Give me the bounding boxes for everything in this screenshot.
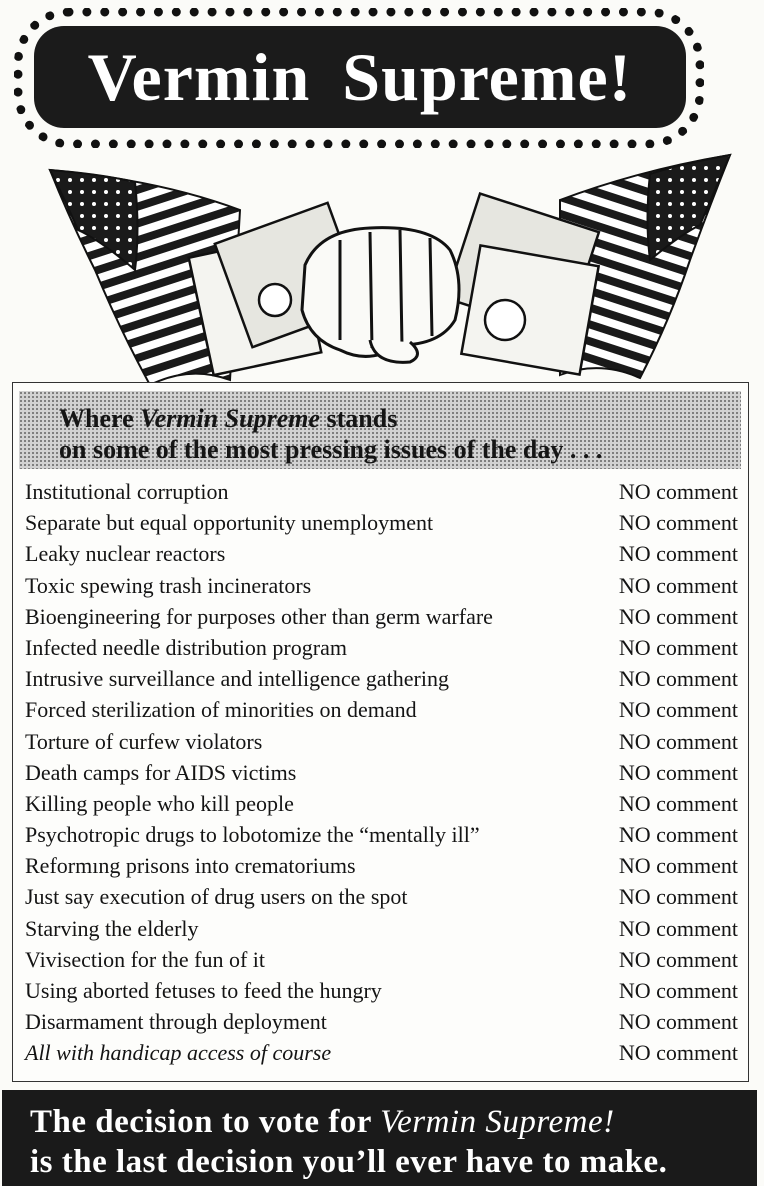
issue-text: Leaky nuclear reactors <box>25 541 226 567</box>
issue-row <box>25 726 740 757</box>
issue-response: NO comment <box>618 853 738 879</box>
issue-row <box>25 944 740 975</box>
issue-response: NO comment <box>618 603 738 629</box>
issues-panel <box>12 382 749 1082</box>
issues-header <box>19 391 741 469</box>
issue-row <box>25 632 740 663</box>
issue-response: NO comment <box>618 728 738 754</box>
issue-response: NO comment <box>618 915 738 941</box>
issue-text: Bioengineering for purposes other than germ warfare <box>25 603 493 629</box>
fist-icon <box>302 228 459 363</box>
footer-candidate-name: Vermin Supreme! <box>380 1104 615 1140</box>
issue-response: NO comment <box>618 790 738 816</box>
issue-response: NO comment <box>618 1040 738 1066</box>
issue-row <box>25 570 740 601</box>
issue-text: Just say execution of drug users on the spot <box>25 884 408 910</box>
footer-banner <box>2 1090 757 1186</box>
issue-response: NO comment <box>618 572 738 598</box>
issue-row <box>25 507 740 538</box>
issue-text: Separate but equal opportunity unemployment <box>25 510 434 536</box>
issue-text: Vivisection for the fun of it <box>25 946 266 972</box>
issue-text: Reformıng prisons into crematoriums <box>25 853 356 879</box>
issue-response: NO comment <box>618 666 738 692</box>
issue-response: NO comment <box>618 479 738 504</box>
issue-text: Intrusive surveillance and intelligence gathering <box>25 666 449 692</box>
issue-response: NO comment <box>618 634 738 660</box>
issue-row <box>25 913 740 944</box>
issue-text: Forced sterilization of minorities on demand <box>25 697 417 723</box>
issue-row <box>25 757 740 788</box>
issue-row <box>25 663 740 694</box>
footer-line-2: is the last decision you’ll ever have to make. <box>30 1144 668 1180</box>
issue-row <box>25 694 740 725</box>
issue-response: NO comment <box>618 822 738 848</box>
issue-text: Institutional corruption <box>25 479 229 504</box>
issue-text: Killing people who kill people <box>25 790 294 816</box>
issue-text: Starving the elderly <box>25 915 199 941</box>
issue-text: Psychotropic drugs to lobotomize the “mentally ill” <box>25 822 480 848</box>
footer-line-1: The decision to vote for Vermin Supreme! <box>30 1104 615 1140</box>
issue-response: NO comment <box>618 884 738 910</box>
issue-text: Torture of curfew violators <box>25 728 263 754</box>
issue-row <box>25 538 740 569</box>
issue-row <box>25 975 740 1006</box>
issue-response: NO comment <box>618 510 738 536</box>
header-line-1: Where Vermin Supreme stands <box>59 404 398 433</box>
issue-response: NO comment <box>618 978 738 1003</box>
illustration <box>40 150 740 390</box>
issue-row <box>25 788 740 819</box>
issue-text: Using aborted fetuses to feed the hungry <box>25 978 382 1003</box>
page-title: Vermin Supreme! <box>87 38 633 115</box>
issue-row <box>25 1006 740 1037</box>
issue-response: NO comment <box>618 759 738 785</box>
header-line-2: on some of the most pressing issues of the day . . . <box>59 435 603 464</box>
issue-text: All with handicap access of course <box>25 1040 332 1066</box>
issue-response: NO comment <box>618 541 738 567</box>
issue-response: NO comment <box>618 1009 738 1035</box>
issue-row <box>25 601 740 632</box>
issue-row <box>25 476 740 507</box>
issue-row <box>25 850 740 881</box>
title-banner <box>34 26 686 128</box>
issue-row <box>25 881 740 912</box>
issue-text: Disarmament through deployment <box>25 1009 327 1035</box>
issue-text: Death camps for AIDS victims <box>25 759 297 785</box>
issue-text: Toxic spewing trash incinerators <box>25 572 312 598</box>
issue-response: NO comment <box>618 697 738 723</box>
issue-row <box>25 819 740 850</box>
issue-response: NO comment <box>618 946 738 972</box>
issue-text: Infected needle distribution program <box>25 634 347 660</box>
issue-row <box>25 1037 740 1068</box>
issues-list <box>25 476 740 1069</box>
candidate-name: Vermin Supreme <box>140 404 320 433</box>
